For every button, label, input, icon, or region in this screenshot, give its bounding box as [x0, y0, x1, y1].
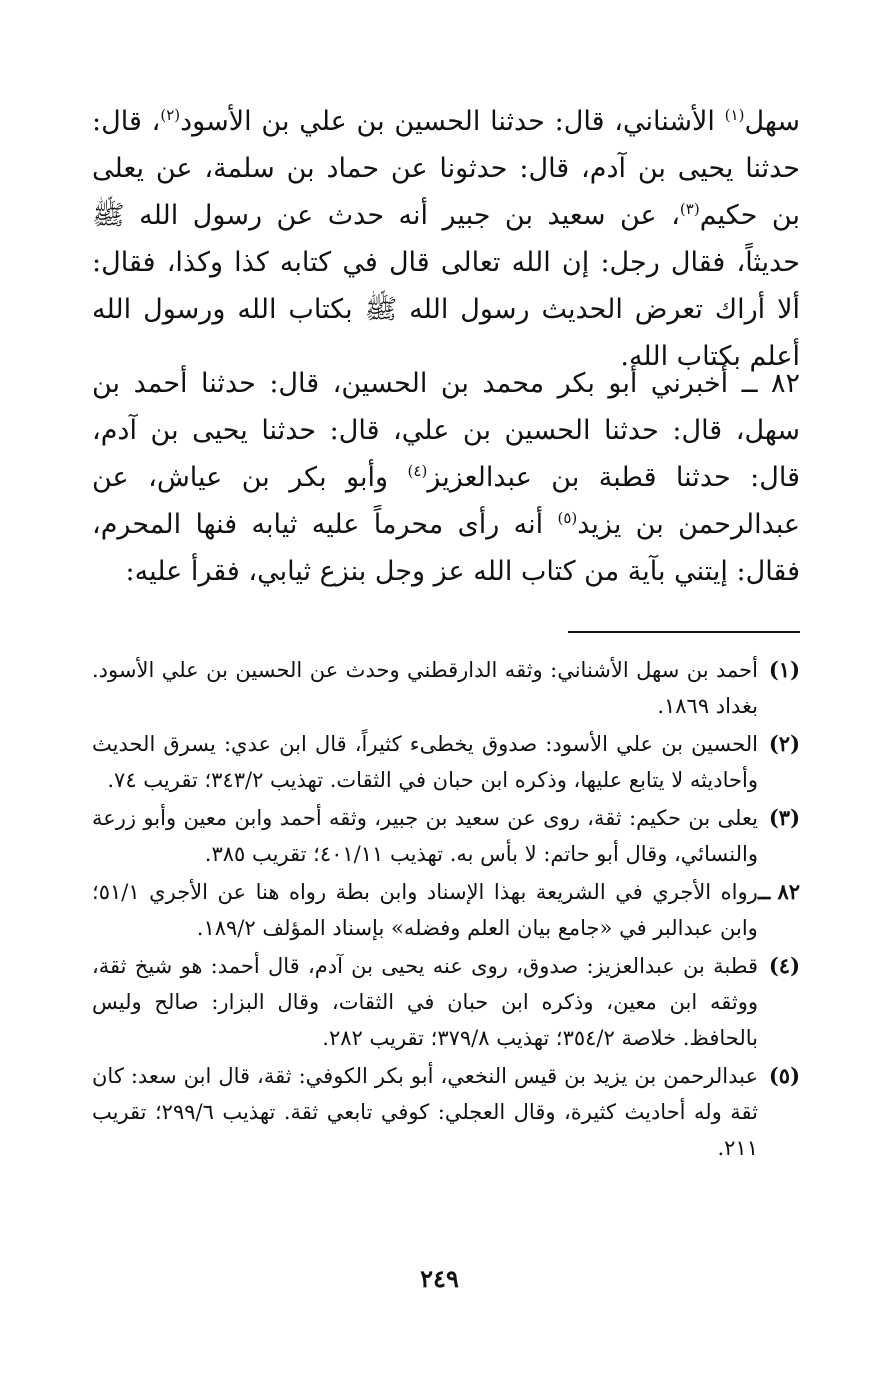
- footnote-ref-4: (٤): [407, 462, 428, 480]
- para2-text-2: وأبو بكر بن عياش، عن عبدالرحمن بن يزيد: [92, 462, 801, 540]
- para1-text-4: ، عن سعيد بن جبير أنه حدث عن رسول الله ﷺ حديثاً، فقال رجل: إن الله تعالى قال في كتابه كذا وكذا، فقال: ألا أراك تعرض الحديث رسول الله ﷺ بكتاب الله ورسول الله أعلم بكتاب الله.: [92, 200, 800, 372]
- footnote-3: [92, 800, 800, 872]
- footnote-1: [92, 652, 800, 724]
- footnote-text: قطبة بن عبدالعزيز: صدوق، روى عنه يحيى بن آدم، قال أحمد: هو شيخ ثقة، ووثقه ابن معين، وذكره ابن حبان في الثقات، وقال البزار: صالح وليس بالحافظ. خلاصة ٣٥٤/٢؛ تهذيب ٣٧٩/٨؛ تقريب ٢٨٢.: [92, 954, 758, 1050]
- footnote-marker: (٤): [768, 953, 800, 978]
- footnote-text: أحمد بن سهل الأشناني: وثقه الدارقطني وحدث عن الحسين بن علي الأسود. بغداد ١٨٦٩.: [92, 658, 758, 718]
- hadith-82-paragraph: [92, 360, 800, 595]
- footnote-ref-5: (٥): [557, 509, 578, 527]
- footnote-marker: (١): [768, 657, 800, 682]
- footnote-marker: ٨٢ ــ: [757, 879, 800, 904]
- footnote-text: رواه الأجري في الشريعة بهذا الإسناد وابن بطة رواه هنا عن الأجري ٥١/١؛ وابن عبدالبر في «جامع بيان العلم وفضله» بإسناد المؤلف ١٨٩/٢.: [92, 880, 758, 940]
- footnote-4: [92, 948, 800, 1056]
- para2-text-3: أنه رأى محرماً عليه ثيابه فنها المحرم، فقال: إيتني بآية من كتاب الله عز وجل بنزع ثيابي، فقرأ عليه:: [92, 509, 800, 587]
- footnote-marker: (٥): [768, 1063, 800, 1088]
- footnote-marker: (٣): [768, 805, 800, 830]
- footnotes-section: [92, 652, 800, 1168]
- footnote-ref-1: (١): [724, 106, 745, 124]
- para1-text-1: سهل: [744, 106, 800, 137]
- footnote-5: [92, 1058, 800, 1166]
- footnote-hadith-82: [92, 874, 800, 946]
- main-paragraph-continued: [92, 98, 800, 380]
- footnote-divider: [568, 631, 800, 633]
- footnote-ref-2: (٢): [160, 106, 181, 124]
- footnote-marker: (٢): [768, 731, 800, 756]
- footnote-text: يعلى بن حكيم: ثقة، روى عن سعيد بن جبير، وثقه أحمد وابن معين وأبو زرعة والنسائي، وقال أبو حاتم: لا بأس به. تهذيب ٤٠١/١١؛ تقريب ٣٨٥.: [92, 806, 758, 866]
- footnote-2: [92, 726, 800, 798]
- footnote-ref-3: (٣): [679, 200, 700, 218]
- footnote-text: عبدالرحمن بن يزيد بن قيس النخعي، أبو بكر الكوفي: ثقة، قال ابن سعد: كان ثقة وله أحاديث كثيرة، وقال العجلي: كوفي تابعي ثقة. تهذيب ٢٩٩/٦؛ تقريب ٢١١.: [92, 1064, 758, 1160]
- para2-text-1: ٨٢ ــ أخبرني أبو بكر محمد بن الحسين، قال: حدثنا أحمد بن سهل، قال: حدثنا الحسين بن علي، قال: حدثنا يحيى بن آدم، قال: حدثنا قطبة بن عبدالعزيز: [92, 368, 800, 493]
- page-number: ٢٤٩: [420, 1264, 459, 1293]
- para1-text-2: الأشناني، قال: حدثنا الحسين بن علي بن الأسود: [180, 106, 725, 137]
- footnote-text: الحسين بن علي الأسود: صدوق يخطىء كثيراً، قال ابن عدي: يسرق الحديث وأحاديثه لا يتابع عليها، وذكره ابن حبان في الثقات. تهذيب ٣٤٣/٢؛ تقريب ٧٤.: [92, 732, 758, 792]
- para1-text-3: ، قال: حدثنا يحيى بن آدم، قال: حدثونا عن حماد بن سلمة، عن يعلى بن حكيم: [92, 106, 800, 231]
